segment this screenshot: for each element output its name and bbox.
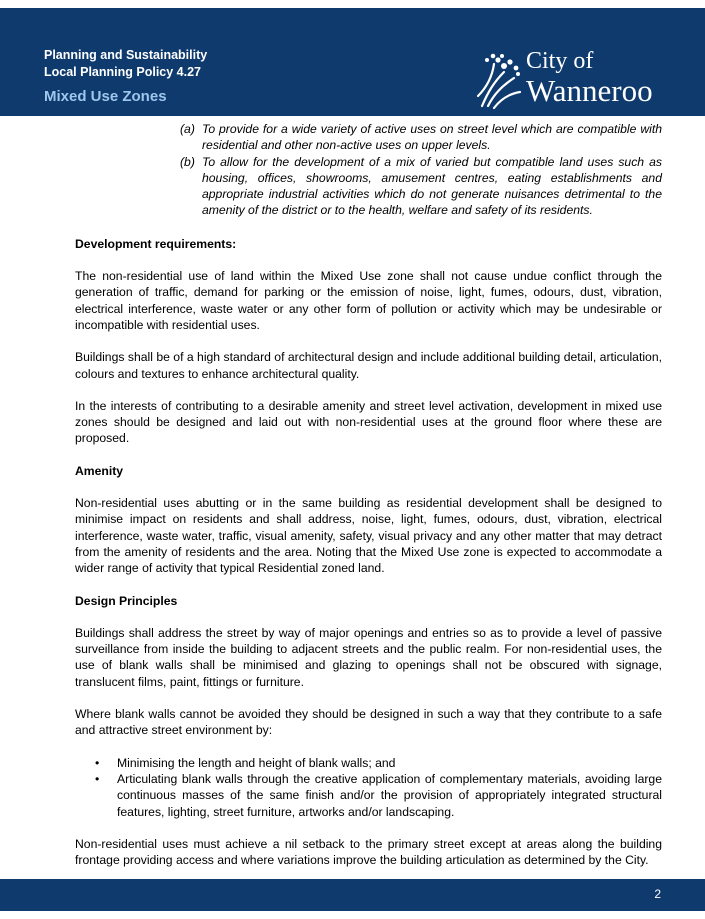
page-header bbox=[0, 8, 705, 116]
paragraph: Non-residential uses must achieve a nil setback to the primary street except at areas along the building frontage providing access and where variations improve the building articulation as determined by the City. bbox=[75, 836, 662, 868]
list-item-text: To provide for a wide variety of active uses on street level which are compatible with residential and other non-active uses on upper levels. bbox=[202, 122, 662, 153]
section-heading-design: Design Principles bbox=[75, 593, 178, 608]
logo-wanneroo: Wanneroo bbox=[526, 73, 653, 108]
list-marker: (a) bbox=[180, 122, 195, 136]
page-footer bbox=[0, 879, 705, 911]
list-item bbox=[75, 771, 662, 820]
kangaroo-paw-icon bbox=[474, 48, 526, 110]
document-body bbox=[75, 121, 662, 884]
list-item bbox=[75, 154, 662, 219]
header-policy: Local Planning Policy 4.27 bbox=[44, 65, 201, 79]
section-heading-amenity: Amenity bbox=[75, 463, 124, 478]
logo-city-of: City of bbox=[526, 48, 594, 74]
paragraph: Non-residential uses abutting or in the same building as residential development shall be designed to minimise impact on residents and shall address, noise, light, fumes, odours, dust, vibration, electrical interference, waste water, traffic, visual amenity, safety, visual privacy and any other matter that may detract from the amenity of residents and the area. Noting that the Mixed Use zone is expected to accommodate a wider range of activity that typical Residential zoned land. bbox=[75, 496, 662, 576]
list-item-text: To allow for the development of a mix of varied but compatible land uses such as housing, offices, showrooms, amusement centres, eating establishments and appropriate industrial activities which do not generate nuisances detrimental to the amenity of the district or to the health, welfare and safety of its residents. bbox=[202, 154, 662, 218]
list-item bbox=[75, 755, 662, 771]
bullet-icon: • bbox=[95, 771, 100, 786]
design-bullet-list bbox=[75, 755, 662, 820]
list-item bbox=[75, 121, 662, 154]
paragraph: Where blank walls cannot be avoided they should be designed in such a way that they contribute to a safe and attractive street environment by: bbox=[75, 707, 662, 738]
city-logo bbox=[474, 46, 684, 116]
header-department: Planning and Sustainability bbox=[44, 48, 208, 62]
paragraph: In the interests of contributing to a desirable amenity and street level activation, development in mixed use zones should be designed and laid out with non-residential uses at the ground floor where these are proposed. bbox=[75, 398, 662, 446]
objectives-list bbox=[75, 121, 662, 219]
list-item-text: Minimising the length and height of blank walls; and bbox=[117, 755, 396, 770]
section-heading-development: Development requirements: bbox=[75, 236, 237, 251]
paragraph: Buildings shall be of a high standard of architectural design and include additional building detail, articulation, colours and textures to enhance architectural quality. bbox=[75, 350, 662, 381]
paragraph: The non-residential use of land within the Mixed Use zone shall not cause undue conflict through the generation of traffic, demand for parking or the emission of noise, light, fumes, odours, dust, vibration, electrical interference, waste water or any other form of pollution or activity which may be undesirable or incompatible with residential uses. bbox=[75, 269, 662, 332]
bullet-icon: • bbox=[95, 755, 100, 770]
page-number: 2 bbox=[654, 887, 661, 901]
paragraph: Buildings shall address the street by way of major openings and entries so as to provide a level of passive surveillance from inside the building to adjacent streets and the public realm. For non-residential uses, the use of blank walls shall be minimised and glazing to openings shall not be obscured with signage, translucent films, paint, fittings or furniture. bbox=[75, 625, 662, 689]
list-marker: (b) bbox=[180, 154, 195, 169]
header-subtitle: Mixed Use Zones bbox=[44, 88, 167, 105]
list-item-text: Articulating blank walls through the creative application of complementary materials, avoiding large continuous masses of the same finish and/or the provision of appropriately integrated structural features, lighting, street furniture, artworks and/or landscaping. bbox=[117, 771, 662, 819]
